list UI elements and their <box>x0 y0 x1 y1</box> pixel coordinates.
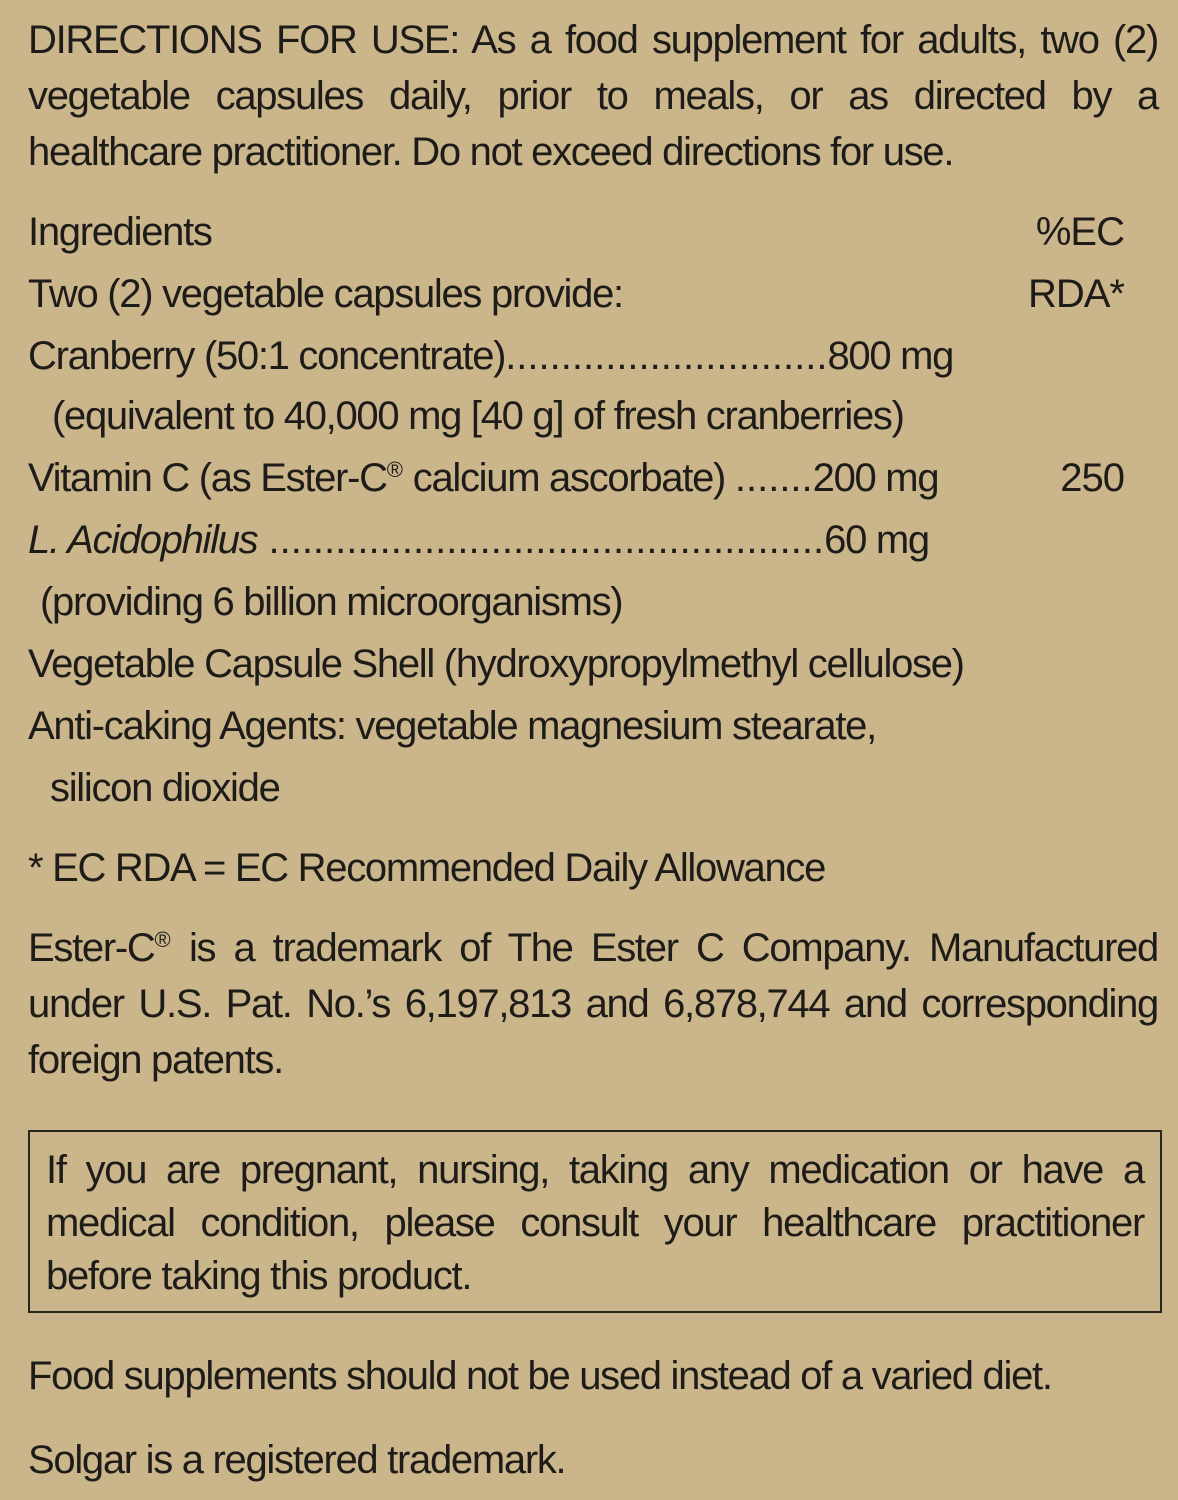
ingredient-row-acidophilus <box>28 510 929 570</box>
serving-provides-label: Two (2) vegetable capsules provide: <box>28 272 623 316</box>
ingredient-note-cranberry: (equivalent to 40,000 mg [40 g] of fresh cranberries) <box>52 394 904 438</box>
warning-text: If you are pregnant, nursing, taking any medication or have a medical condition, please consult your healthcare practitioner before taking this product. <box>46 1148 1144 1298</box>
ingredient-rda-vitamin-c: 250 <box>1060 456 1124 500</box>
rda-footnote: * EC RDA = EC Recommended Daily Allowance <box>28 846 826 890</box>
trademark-text: is a trademark of The Ester C Company. Manufactured under U.S. Pat. No.’s 6,197,813 and 6,878,744 and corresponding foreign patents. <box>28 926 1158 1082</box>
capsule-shell-line: Vegetable Capsule Shell (hydroxypropylmethyl cellulose) <box>28 642 964 686</box>
ingredients-heading: Ingredients <box>28 210 212 254</box>
warning-box <box>28 1130 1162 1313</box>
leader-dots: ............................. <box>505 334 828 378</box>
ingredient-name-cranberry: Cranberry (50:1 concentrate) <box>28 334 506 378</box>
registered-mark: ® <box>154 927 171 952</box>
directions-for-use: DIRECTIONS FOR USE: As a food supplement for adults, two (2) vegetable capsules daily, prior to meals, or as directed by a healthcare practitioner. Do not exceed directions for use. <box>28 18 1158 174</box>
trademark-note <box>28 920 1158 1088</box>
leader-dots: .................................................. <box>257 518 825 562</box>
diet-note: Food supplements should not be used instead of a varied diet. <box>28 1354 1052 1398</box>
registered-mark: ® <box>386 457 403 482</box>
ec-rda-column-header-line1: %EC <box>1035 210 1124 254</box>
brand-trademark-note: Solgar is a registered trademark. <box>28 1438 566 1482</box>
ingredient-amount-acidophilus: 60 mg <box>824 518 929 562</box>
ingredient-row-cranberry <box>28 326 953 386</box>
ingredient-amount-vitamin-c: 200 mg <box>812 456 939 500</box>
ingredient-amount-cranberry: 800 mg <box>827 334 954 378</box>
trademark-brand: Ester-C <box>28 926 155 970</box>
leader-dots: ....... <box>734 456 813 500</box>
ingredient-note-acidophilus: (providing 6 billion microorganisms) <box>40 580 623 624</box>
anti-caking-line-continued: silicon dioxide <box>50 766 280 810</box>
ingredient-name-vitamin-c-suffix: calcium ascorbate) <box>402 456 735 500</box>
ingredient-name-acidophilus: L. Acidophilus <box>28 518 258 562</box>
anti-caking-line: Anti-caking Agents: vegetable magnesium stearate, <box>28 704 876 748</box>
ingredient-row-vitamin-c <box>28 448 938 508</box>
ingredient-name-vitamin-c: Vitamin C (as Ester-C <box>28 456 387 500</box>
ec-rda-column-header-line2: RDA* <box>1027 272 1124 316</box>
